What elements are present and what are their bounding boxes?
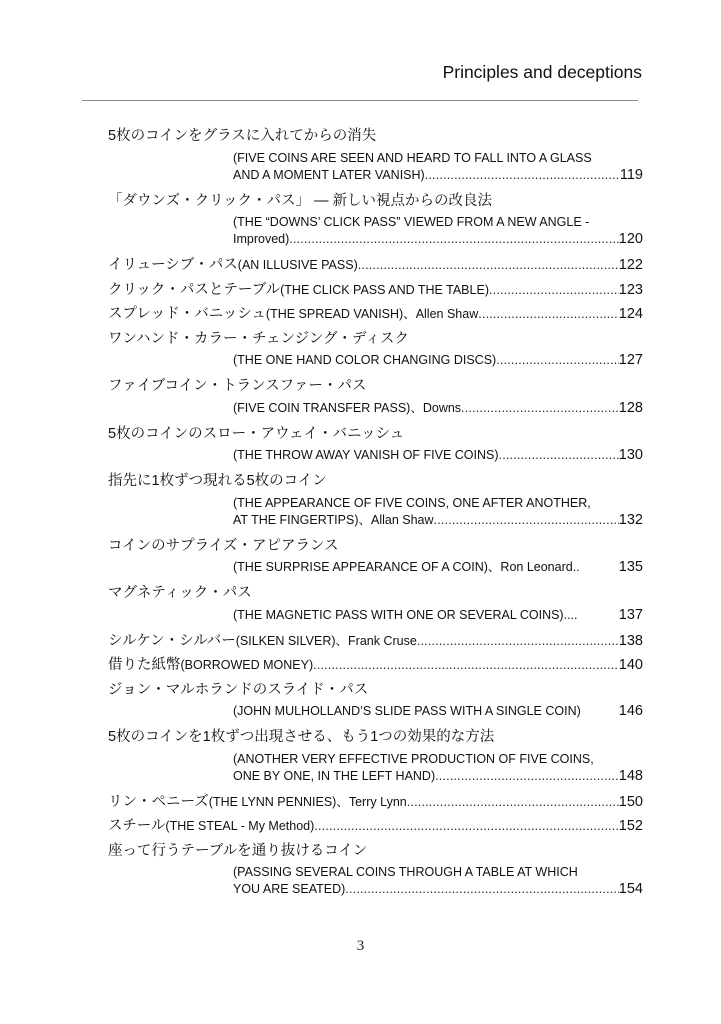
toc-entry-english-title: (AN ILLUSIVE PASS) (237, 258, 358, 272)
toc-entry-title: 「ダウンズ・クリック・パス」 ― 新しい視点からの改良法 (108, 192, 493, 209)
toc-entry-title: 借りた紙幣 (108, 657, 181, 673)
toc-entry-subtitle-line (108, 703, 643, 720)
toc-entry (108, 302, 643, 327)
toc-entry-subtitle-line (108, 559, 643, 576)
toc-entry-title-line (108, 678, 643, 703)
toc-entry-subtitle: AT THE FINGERTIPS)、Allan Shaw (233, 512, 434, 527)
toc-entry (108, 253, 643, 278)
toc-entry (108, 653, 643, 678)
toc-entry-title: マグネティック・パス (108, 585, 252, 601)
toc-entry (108, 629, 643, 654)
toc-entry-title-line (108, 124, 643, 149)
dot-leader (478, 302, 619, 327)
toc-entry-page-number: 140 (618, 657, 643, 673)
toc-entry (108, 422, 643, 465)
toc-entry (108, 534, 643, 577)
toc-entry-title-line (108, 534, 643, 559)
toc-entry-title: 5枚のコインを1枚ずつ出現させる、もう1つの効果的な方法 (108, 729, 495, 745)
toc-entry-subtitle-line (108, 167, 643, 184)
toc-entry-subtitle: Improved) (233, 232, 290, 246)
toc-entry-subtitle: (FIVE COINS ARE SEEN AND HEARD TO FALL INTO A GLASS (233, 150, 592, 165)
toc-entry-title-line (108, 422, 643, 447)
toc-entry-page-number: 150 (618, 793, 643, 810)
dot-leader (417, 629, 619, 654)
toc-entry-page-number: 122 (618, 257, 643, 273)
dot-leader (499, 447, 619, 464)
toc-entry (108, 678, 643, 721)
toc-entry-subtitle: (THE APPEARANCE OF FIVE COINS, ONE AFTER ANOTHER, (233, 495, 591, 510)
toc-entry-page-number: 128 (618, 399, 643, 416)
toc-entry-subtitle-line (108, 214, 643, 231)
toc-entry-title: 5枚のコインをグラスに入れてからの消失 (108, 128, 377, 144)
toc-entry-title-line (108, 581, 643, 606)
toc-entry-title-line (108, 189, 643, 214)
toc-entry-title: コインのサプライズ・アピアランス (108, 537, 339, 554)
toc-entry-title: クリック・パスとテーブル (108, 281, 281, 298)
toc-entry-subtitle-line (108, 352, 643, 369)
toc-entry-subtitle-line (108, 512, 643, 529)
toc-entry-english-title: (THE STEAL - My Method) (165, 819, 315, 833)
toc-entry-page-number: 146 (618, 703, 643, 719)
toc-entry-title-line (108, 374, 643, 399)
dot-leader (435, 768, 619, 785)
dot-leader (434, 512, 619, 529)
dot-leader (313, 653, 619, 678)
toc-entry (108, 725, 643, 785)
toc-entry-page-number: 138 (618, 632, 643, 649)
toc-entry (108, 374, 643, 417)
toc-entry-subtitle-line (108, 864, 643, 881)
toc-entry (108, 124, 643, 184)
toc-entry-title: スプレッド・バニッシュ (108, 306, 266, 322)
toc-entry-subtitle: (JOHN MULHOLLAND’S SLIDE PASS WITH A SINGLE COIN) (233, 704, 581, 718)
toc-entry-subtitle: (PASSING SEVERAL COINS THROUGH A TABLE AT WHICH (233, 865, 578, 879)
toc-entry-subtitle-line (108, 447, 643, 464)
toc-entry (108, 469, 643, 529)
toc-entry-page-number: 120 (618, 231, 643, 247)
toc-entry-title: ジョン・マルホランドのスライド・パス (108, 681, 369, 698)
toc-entry-english-title: (THE LYNN PENNIES)、Terry Lynn (208, 794, 407, 809)
toc-entry-title-line (108, 790, 643, 815)
toc-entry-title: 5枚のコインのスロー・アウェイ・バニッシュ (108, 425, 405, 442)
toc-entry-page-number: 154 (618, 881, 643, 897)
page-number: 3 (356, 938, 365, 954)
toc-entry-page-number: 148 (618, 767, 643, 784)
toc-entry-subtitle: ONE BY ONE, IN THE LEFT HAND) (233, 768, 436, 783)
toc-entry-subtitle-line (108, 751, 643, 768)
toc-entry-title: ファイブコイン・トランスファー・パス (108, 378, 367, 394)
toc-entry-subtitle-line (108, 400, 643, 417)
dot-leader (314, 814, 619, 839)
toc-entry (108, 581, 643, 624)
toc-entry-title-line (108, 469, 643, 494)
toc-entry-title-line (108, 839, 643, 864)
dot-leader (489, 278, 619, 303)
toc-entry-title: ワンハンド・カラー・チェンジング・ディスク (108, 330, 409, 347)
toc-entry (108, 189, 643, 249)
toc-entry-subtitle: (ANOTHER VERY EFFECTIVE PRODUCTION OF FIVE COINS, (233, 751, 594, 766)
toc-entry-page-number: 119 (619, 166, 643, 183)
dot-leader (358, 253, 619, 278)
toc-entry-title: 座って行うテーブルを通り抜けるコイン (108, 842, 368, 859)
dot-leader (496, 352, 619, 369)
toc-entry-title-line (108, 629, 643, 654)
toc-entry-page-number: 127 (618, 352, 643, 368)
toc-entry-page-number: 135 (618, 559, 643, 575)
toc-entry-subtitle: AND A MOMENT LATER VANISH) (233, 167, 425, 182)
toc-entry-subtitle: YOU ARE SEATED) (233, 882, 346, 896)
toc-entry (108, 814, 643, 839)
toc-entry-title: スチール (108, 818, 166, 834)
toc-entry-title-line (108, 302, 643, 327)
running-header-title: Principles and deceptions (442, 62, 642, 82)
toc-entry-subtitle: (FIVE COIN TRANSFER PASS)、Downs (233, 400, 462, 415)
table-of-contents (108, 124, 643, 903)
header-rule (82, 100, 638, 101)
toc-entry-page-number: 130 (618, 447, 643, 463)
toc-entry-subtitle: (THE MAGNETIC PASS WITH ONE OR SEVERAL COINS).... (233, 607, 578, 622)
toc-entry-subtitle-line (108, 607, 643, 624)
toc-entry-english-title: (BORROWED MONEY) (180, 658, 314, 672)
toc-entry-english-title: (THE SPREAD VANISH)、Allen Shaw (265, 307, 479, 321)
toc-entry-title-line (108, 327, 643, 352)
dot-leader (461, 400, 619, 417)
toc-entry-subtitle-line (108, 150, 643, 167)
toc-entry-subtitle: (THE “DOWNS’ CLICK PASS” VIEWED FROM A NEW ANGLE - (233, 215, 590, 229)
toc-entry-title-line (108, 725, 643, 750)
toc-entry-subtitle-line (108, 881, 643, 898)
toc-entry-subtitle: (THE THROW AWAY VANISH OF FIVE COINS) (233, 448, 499, 462)
dot-leader (345, 881, 619, 898)
toc-entry-subtitle-line (108, 495, 643, 512)
toc-entry-title-line (108, 253, 643, 278)
toc-entry-title: シルケン・シルバー (108, 632, 236, 649)
toc-entry-page-number: 123 (618, 281, 643, 298)
toc-entry-subtitle: (THE ONE HAND COLOR CHANGING DISCS) (233, 353, 497, 367)
toc-entry-page-number: 124 (618, 306, 643, 322)
toc-entry (108, 839, 643, 899)
toc-entry-title-line (108, 278, 643, 303)
toc-entry-title-line (108, 814, 643, 839)
toc-entry-title: イリューシブ・パス (108, 257, 238, 273)
toc-entry-title-line (108, 653, 643, 678)
toc-entry-english-title: (THE CLICK PASS AND THE TABLE) (280, 282, 489, 297)
toc-entry-english-title: (SILKEN SILVER)、Frank Cruse (235, 633, 417, 648)
toc-entry-page-number: 152 (618, 818, 643, 834)
toc-entry-title: 指先に1枚ずつ現れる5枚のコイン (108, 473, 327, 489)
toc-entry-page-number: 137 (618, 606, 643, 623)
toc-entry-subtitle-line (108, 768, 643, 785)
toc-entry-page-number: 132 (618, 511, 643, 528)
toc-entry (108, 278, 643, 303)
toc-entry-title: リン・ペニーズ (108, 793, 209, 810)
toc-entry (108, 790, 643, 815)
toc-entry (108, 327, 643, 370)
dot-leader (407, 790, 619, 815)
toc-entry-subtitle-line (108, 231, 643, 248)
toc-entry-subtitle: (THE SURPRISE APPEARANCE OF A COIN)、Ron Leonard.. (233, 560, 580, 574)
dot-leader (289, 231, 619, 248)
dot-leader (425, 167, 620, 184)
